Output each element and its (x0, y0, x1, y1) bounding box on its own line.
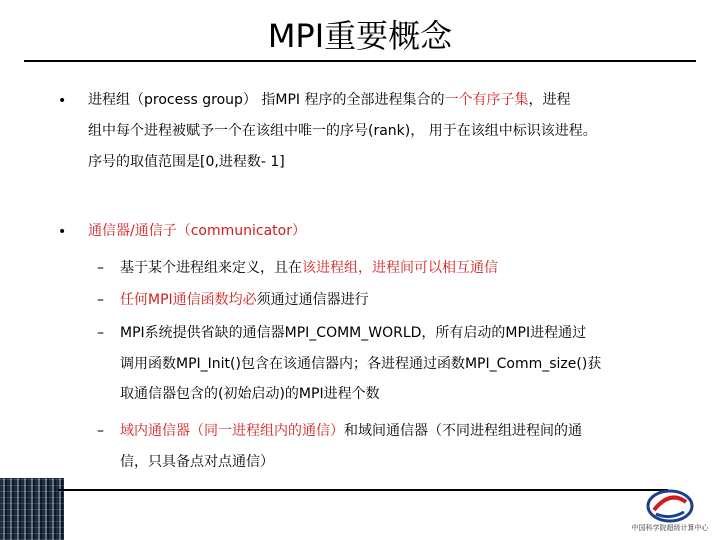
text-run: 序号的取值范围是[0,进程数- 1] (88, 154, 285, 170)
text-run: 信，只具备点对点通信） (120, 454, 274, 470)
text-run: 指MPI 程序的全部进程集合的 (261, 92, 445, 108)
bullet-2-line-1 (88, 221, 306, 241)
highlight-text: 一个有序子集 (444, 92, 529, 108)
bullet-marker: • (58, 224, 67, 240)
slide-title: MPI重要概念 (267, 17, 453, 55)
text-run: 组中每个进程被赋予一个在该组中唯一的序号(rank)， 用于在该组中标识该进程。 (88, 123, 597, 139)
highlight-text: 通信器/通信子（communicator） (88, 223, 306, 239)
bullet-marker: • (58, 93, 67, 109)
sub-item-marker: – (97, 292, 104, 308)
text-run: 和域间通信器（不同进程组进程间的通 (344, 423, 582, 439)
sub-item-marker: – (97, 423, 104, 439)
footer-divider (58, 489, 668, 491)
text-run: 基于某个进程组来定义，且在 (120, 260, 302, 276)
bullet-1-line-2 (88, 121, 597, 141)
bullet-1-line-1 (88, 90, 570, 110)
bullet-1-line-3 (88, 152, 285, 172)
sub-item-marker: – (97, 260, 104, 276)
sub-item-4-line-2 (120, 452, 274, 472)
text-run: 取通信器包含的(初始启动)的MPI进程个数 (120, 386, 380, 402)
text-run: 须通过通信器进行 (256, 292, 369, 308)
highlight-text: 域内通信器（同一进程组内的通信） (120, 423, 344, 439)
highlight-text: 该进程组，进程间可以相互通信 (302, 260, 498, 276)
sub-item-2-line-1 (120, 290, 369, 310)
sub-item-1-line-1 (120, 258, 498, 278)
highlight-text: 任何MPI通信函数均必 (120, 292, 257, 308)
sub-item-4-line-1 (120, 421, 582, 441)
text-run: 调用函数MPI_Init()包含在该通信器内；各进程通过函数MPI_Comm_size()获 (120, 356, 602, 372)
sub-item-marker: – (97, 325, 104, 341)
logo-caption: 中国科学院超级计算中心 (631, 524, 709, 532)
text-run: MPI系统提供省缺的通信器MPI_COMM_WORLD，所有启动的MPI进程通过 (120, 325, 587, 341)
sub-item-3-line-2 (120, 354, 601, 374)
text-run: 进程组（process group） (88, 92, 262, 108)
institute-logo (624, 486, 716, 540)
text-run: ，进程 (528, 92, 571, 108)
title-divider (24, 60, 696, 62)
sub-item-3-line-1 (120, 323, 586, 343)
logo-emblem-icon (624, 486, 716, 526)
sub-item-3-line-3 (120, 384, 380, 404)
server-rack-image (0, 478, 64, 540)
